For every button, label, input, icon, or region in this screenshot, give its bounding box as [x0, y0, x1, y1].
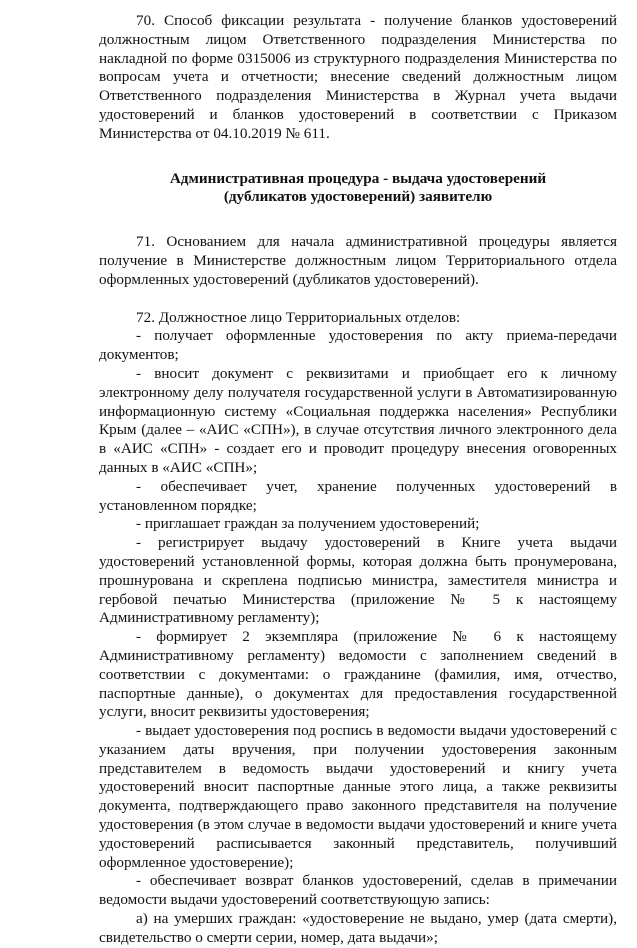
list-item: - регистрирует выдачу удостоверений в Книге учета выдачи удостоверений установленной формы, которая должна быть пронумерована, прошнурована и скреплена подписью министра, заместителя министра и гербовой печатью Министерства (приложение № 5 к настоящему Административному регламенту);: [99, 534, 617, 627]
paragraph-70: 70. Способ фиксации результата - получение бланков удостоверений должностным лицом Ответственного подразделения Министерства по накладной по форме 0315006 из структурного подразделения Министерства по вопросам учета и отчетности; внесение сведений должностным лицом Ответственного подразделения Министерства в Журнал учета выдачи удостоверений и бланков удостоверений в соответствии с Приказом Министерства от 04.10.2019 № 611.: [99, 12, 617, 142]
spacer: [99, 290, 617, 309]
paragraph-71: 71. Основанием для начала административной процедуры является получение в Министерстве должностным лицом Территориального отдела оформленных удостоверений (дубликатов удостоверений).: [99, 233, 617, 288]
list-item: а) на умерших граждан: «удостоверение не выдано, умер (дата смерти), свидетельство о смерти серии, номер, дата выдачи»;: [99, 910, 617, 946]
list-item: - обеспечивает возврат бланков удостоверений, сделав в примечании ведомости выдачи удостоверений соответствующую запись:: [99, 872, 617, 909]
section-heading-line-2: (дубликатов удостоверений) заявителю: [223, 188, 493, 206]
list-item: - получает оформленные удостоверения по акту приема-передачи документов;: [99, 327, 617, 364]
document-page: [99, 12, 617, 948]
paragraph-72-intro: 72. Должностное лицо Территориальных отделов:: [136, 308, 461, 326]
list-item: - приглашает граждан за получением удостоверений;: [136, 515, 480, 533]
spacer: [99, 144, 617, 170]
list-item: - формирует 2 экземпляра (приложение № 6 к настоящему Административному регламенту) ведомости с заполнением сведений в соответствии с документами: о гражданине (фамилия, имя, отчество, паспортные данные), о документах для предоставления государственной услуги, вносит реквизиты удостоверения;: [99, 628, 617, 721]
list-item: - выдает удостоверения под роспись в ведомости выдачи удостоверений с указанием даты вручения, при получении удостоверения законным представителем в ведомость выдачи удостоверений и книгу учета удостоверений вносит паспортные данные этого лица, а также реквизиты документа, подтверждающего право законного представителя на получение удостоверения (в этом случае в ведомости выдачи удостоверений и книге учета удостоверений расписывается законный представитель, получивший оформленное удостоверение);: [99, 722, 617, 871]
list-item: - обеспечивает учет, хранение полученных удостоверений в установленном порядке;: [99, 477, 617, 514]
section-heading-line-1: Административная процедура - выдача удостоверений: [169, 169, 547, 187]
list-item: - вносит документ с реквизитами и приобщает его к личному электронному делу получателя государственной услуги в Автоматизированную информационную систему «Социальная поддержка населения» Республики Крым (далее – «АИС «СПН»), в случае отсутствия личного электронного дела в «АИС «СПН» - создает его и проводит процедуру внесения оговоренных данных в «АИС «СПН»;: [99, 364, 617, 476]
spacer: [99, 207, 617, 233]
